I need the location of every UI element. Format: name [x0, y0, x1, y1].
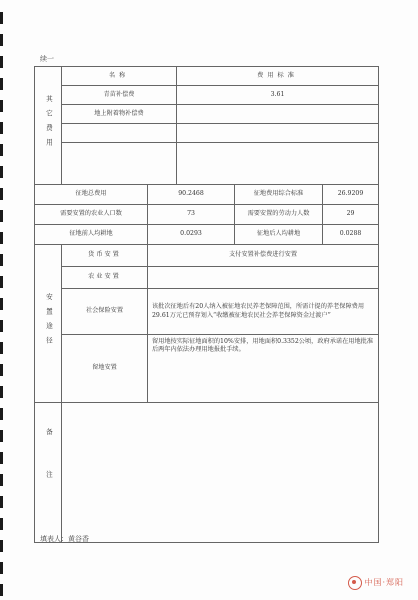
- fee-standard-header: 费用标准: [177, 67, 379, 86]
- fee-name-cell: 地上附着物补偿费: [62, 105, 177, 124]
- arable-after-value: 0.0288: [323, 225, 379, 245]
- resettlement-detail: 该批次征地后有20人纳入被征地农民养老保障范围，所需计提的养老保障费用29.61万元已预存划入“收缴被征地农民社会养老保障资金过渡户”: [148, 289, 379, 335]
- fee-value-cell: [177, 124, 379, 143]
- resettlement-detail: 支付安置补偿费进行安置: [148, 245, 379, 267]
- arable-before-label: 征地前人均耕地: [35, 225, 148, 245]
- seal-icon: [348, 576, 362, 590]
- resettlement-type-label: 农业安置: [62, 267, 148, 289]
- total-cost-value: 90.2468: [148, 185, 235, 205]
- form-filler: [40, 534, 89, 544]
- resettlement-detail: [148, 267, 379, 289]
- composite-standard-value: 26.9209: [323, 185, 379, 205]
- fee-value-cell: [177, 143, 379, 185]
- fee-value-cell: 3.61: [177, 86, 379, 105]
- resettlement-group-label: 安置途径: [35, 245, 62, 403]
- other-fees-group-label: 其它费用: [35, 67, 62, 185]
- form-filler-name: 黄谷香: [68, 535, 89, 543]
- ag-population-value: 73: [148, 205, 235, 225]
- labor-count-label: 需要安置的劳动力人数: [235, 205, 323, 225]
- remarks-label: 备注: [35, 403, 62, 543]
- labor-count-value: 29: [323, 205, 379, 225]
- resettlement-type-label: 留地安置: [62, 335, 148, 403]
- total-cost-label: 征地总费用: [35, 185, 148, 205]
- composite-standard-label: 征地费用综合标准: [235, 185, 323, 205]
- resettlement-type-label: 货币安置: [62, 245, 148, 267]
- remarks-content: [62, 403, 379, 543]
- continued-label: 续一: [40, 55, 54, 63]
- fee-name-header: 名称: [62, 67, 177, 86]
- fee-value-cell: [177, 105, 379, 124]
- arable-after-label: 征地后人均耕地: [235, 225, 323, 245]
- ag-population-label: 需要安置的农业人口数: [35, 205, 148, 225]
- fee-name-cell: [62, 143, 177, 185]
- fee-name-cell: 青苗补偿费: [62, 86, 177, 105]
- site-watermark: 中国·郑阳: [348, 576, 404, 590]
- arable-before-value: 0.0293: [148, 225, 235, 245]
- land-acquisition-form: [34, 66, 379, 543]
- fee-name-cell: [62, 124, 177, 143]
- form-filler-label: 填表人：: [40, 535, 68, 543]
- resettlement-type-label: 社会保险安置: [62, 289, 148, 335]
- resettlement-detail: 留用地按实际征地面积的10%安排，用地面积0.3352公顷，政府承诺在用地批准后两年内依法办理用地报批手续。: [148, 335, 379, 403]
